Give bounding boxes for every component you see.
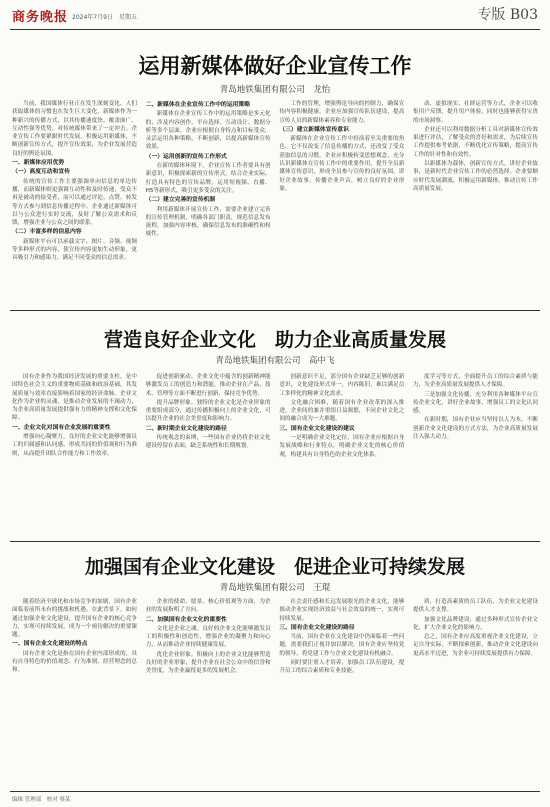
section-heading: 三、国有企业文化建设的路径 xyxy=(279,624,355,631)
text-column xyxy=(279,373,404,538)
section-heading: （一）高度互动和宣传 xyxy=(12,169,70,176)
issue-date: 2024年7月9日 星期五 xyxy=(72,14,137,21)
text-column xyxy=(413,373,538,538)
text-column xyxy=(146,598,271,788)
paragraph: 三是加强文化传播，充分利用各种媒体平台宣传企业文化，讲好企业故事，增强员工的文化认同感。 xyxy=(412,391,538,415)
text-column xyxy=(413,598,538,788)
paragraph: 企业还可以利用数据分析工具对新媒体宣传效果进行评估，了解受众的喜好和需求，为后续宣传工作提供参考依据，不断优化宣传策略，提高宣传工作的针对性和有效性。 xyxy=(412,126,538,158)
paragraph: 质，打造高素质的员工队伍，为企业文化建设提供人才支撑。 xyxy=(412,599,538,614)
paragraph: 社会责任感和长远发展眼光的企业文化，能够推动企业实现经济效益与社会效益的统一，实现可持续发展。 xyxy=(279,599,405,622)
footer-divider xyxy=(10,791,540,792)
paragraph: 在新时期，国有企业应当坚持以人为本，不断创新企业文化建设的方式方法，为企业高质量发展注入强大动力。 xyxy=(412,417,538,441)
section-heading: （三）建立新媒体宣传意识 xyxy=(279,126,349,133)
paragraph: 文化是企业之魂。良好的企业文化能够激发员工的积极性和创造性，增强企业的凝聚力和向心力，从而推动企业持续健康发展。 xyxy=(145,625,271,649)
column-tag: 专版 B03 xyxy=(477,7,538,23)
paragraph: 优化企业形象。积极向上的企业文化能够塑造良好的企业形象，提升企业在社会公众中的信誉和美誉度，为企业赢得更多的发展机会。 xyxy=(145,651,271,675)
article-3-title: 加强国有企业文化建设 促进企业可持续发展 xyxy=(84,556,465,578)
paragraph: 工作的管理，增强舆论导向的控制力，确保宣传内容积极健康。企业应加强宣传队伍建设，提高宣传人员的新媒体素养和专业能力。 xyxy=(279,101,405,124)
paragraph: 国有企业文化是指在国有企业内部形成的，具有自身特色的价值观念、行为准则、经营理念的总和。 xyxy=(12,650,137,674)
text-column xyxy=(12,598,137,788)
paragraph: 总之，国有企业应高度重视企业文化建设，立足自身实际，不断探索创新，推动企业文化建设向更高水平迈进，为企业可持续发展提供有力保障。 xyxy=(412,634,538,657)
paragraph: 传统观念的束缚，一些国有企业仍将企业文化建设停留在表面，缺乏系统性和长期规划。 xyxy=(145,435,271,450)
paragraph: 增强向心凝聚力。良好的企业文化能够增强员工的归属感和认同感，形成共同的价值观和行为准则，从而提升团队合作能力和工作效率。 xyxy=(12,434,137,457)
text-column xyxy=(413,100,538,303)
paragraph: 新媒体平台可以承载文字、图片、音频、视频等多种形式的内容，使宣传内容更加生动形象，更具吸引力和感染力，满足不同受众的信息需求。 xyxy=(12,238,137,262)
paragraph: 文化融合困难，随着国有企业改革的深入推进，企业间的兼并重组日益频繁，不同企业文化之间的融合成为一大难题。 xyxy=(279,399,405,423)
section-heading: 二、新媒体在企业宣传工作中的运用策略 xyxy=(145,102,251,108)
article-3-byline: 青岛地铁集团有限公司 王琨 xyxy=(219,583,331,593)
text-column xyxy=(12,100,137,303)
paragraph: 国有企业作为我国经济发展的重要支柱，是中国特色社会主义的重要物质基础和政治基础，其发展质量与效率直接影响着国家的经济命脉。企业文化作为企业的灵魂，是推动企业发展的不竭动力，为企业高质量发展提供强有力的精神支撑和文化保障。 xyxy=(12,374,137,422)
article-2-title: 营造良好企业文化 助力企业高质量发展 xyxy=(103,329,446,351)
paragraph: 利用新媒体开展宣传工作，需要企业建立完善的宣传管理机制，明确各部门职责，规范信息发布流程，加强内容审核，确保信息发布的准确性和权威性。 xyxy=(145,206,271,238)
section-heading: （一）运用创新的宣传工作形式 xyxy=(145,153,227,160)
header-divider xyxy=(10,29,540,30)
paragraph: 一是明确企业文化定位，国有企业应根据自身发展战略和行业特点，明确企业文化的核心价值观，构建具有自身特色的企业文化体系。 xyxy=(279,435,405,458)
article-2-byline: 青岛地铁集团有限公司 高中飞 xyxy=(215,356,335,366)
page-header xyxy=(0,0,550,30)
paragraph: 创新意识不足，部分国有企业缺乏足够的创新意识，文化建设形式单一，内容陈旧，难以满足员工多样化的精神文化需求。 xyxy=(279,374,405,397)
text-column xyxy=(146,100,271,303)
section-heading: （二）丰富多样的信息内容 xyxy=(12,229,82,236)
section-heading: 一、国有企业文化建设的特点 xyxy=(12,641,88,648)
paragraph: 加强文化品牌建设，通过多种形式宣传企业文化，扩大企业文化的影响力。 xyxy=(412,616,538,631)
paragraph: 当前，我国媒体行业正在发生深刻变化，人们获取媒体的习惯也在发生巨大变化，新媒体作为一种新兴的传播方式，以其传播速度快、覆盖面广、互动性强等优势，对传统媒体带来了一定冲击。企业宣传工作要紧跟时代发展，积极运用新媒体，不断创新宣传方式，提升宣传效果，为企业发展营造良好的舆论氛围。 xyxy=(12,101,137,157)
section-heading: 三、国有企业文化建设的建议 xyxy=(279,425,355,432)
paragraph: 促进创新驱动。企业文化中蕴含的创新精神能够激发员工的创造力和潜能，推动企业在产品、技术、管理等方面不断进行创新，保持竞争优势。 xyxy=(145,374,271,397)
text-column xyxy=(146,373,271,538)
paragraph: 提升品牌形象。独特的企业文化是企业形象的重要组成部分，通过传播积极向上的企业文化，可以提升企业的社会美誉度和影响力。 xyxy=(145,399,271,423)
article-1-body xyxy=(12,100,538,303)
section-heading: 一、企业文化对国有企业发展的重要性 xyxy=(12,424,111,431)
article-1-title: 运用新媒体做好企业宣传工作 xyxy=(138,53,412,78)
section-divider xyxy=(10,310,540,311)
paragraph: 动、虚拟现实、社群运营等方式，企业可以收集用户反馈，提升用户体验，同时也能够获得宝贵的市场洞察。 xyxy=(412,101,538,124)
page-footer: 编辑 管理部 校对 蔡某 xyxy=(12,797,71,803)
text-column xyxy=(279,598,404,788)
paragraph: 以新媒体为载体，创新宣传方式，讲好企业故事，是新时代企业宣传工作的必然选择。企业要顺应时代发展潮流，积极运用新媒体，推动宣传工作高质量发展。 xyxy=(412,161,538,192)
section-heading: 二、新时期企业文化建设的路径 xyxy=(145,425,227,432)
section-heading: 一、新媒体应用优势 xyxy=(12,160,65,167)
paragraph: 传统的宣传工作主要强调单向信息的单边传播，而新媒体则更强调互动性和及时传递，受众不再是被动的接受者，而可以通过评论、点赞、转发等方式参与到信息传播过程中。企业通过新媒体可以与公众进行实时交流，及时了解公众需求和反馈，增强企业与公众之间的联系。 xyxy=(12,178,137,227)
paragraph: 同时要注重人才培养，加强员工队伍建设，提升员工的综合素质和专业技能。 xyxy=(279,660,405,675)
paragraph: 当前，国有企业在文化建设中仍面临着一些问题，需要我们正视并加以解决。国有企业应坚持党的领导，将党建工作与企业文化建设有机融合。 xyxy=(279,634,405,657)
section-divider xyxy=(10,541,540,542)
section-heading: （二）建立完善的宣传机制 xyxy=(145,197,216,204)
paragraph: 随着经济全球化和市场竞争的加剧，国有企业面临着前所未有的挑战和机遇。在此背景下，如何通过加强企业文化建设，提升国有企业的核心竞争力，实现可持续发展，成为一个亟待解决的重要课题。 xyxy=(12,599,137,639)
newspaper-logo: 商务晚报 xyxy=(12,10,69,25)
text-column xyxy=(279,100,404,303)
article-2-body xyxy=(12,373,538,538)
paragraph: 在新的媒体环境下，企业宣传工作者要具有创新意识，积极探索新的宣传形式，结合企业实际，打造具有特色的宣传品牌，运用短视频、直播、H5等新形式，吸引更多受众的关注。 xyxy=(145,163,271,194)
paragraph: 企业的使命、愿景、核心价值观等方面，为企业的发展指明了方向。 xyxy=(145,599,271,614)
paragraph: 度学习等方式，全面提升员工的综合素质与能力，为企业高质量发展提供人才保障。 xyxy=(412,374,538,389)
section-heading: 二、加强国有企业文化的重要性 xyxy=(145,616,227,623)
text-column xyxy=(12,373,137,538)
article-1-byline: 青岛地铁集团有限公司 龙怡 xyxy=(219,85,331,95)
article-3-body xyxy=(12,598,538,788)
paragraph: 新媒体在企业宣传工作中扮演着至关重要的角色，它不仅改变了信息传播的方式，还改变了受众获取信息的习惯。企业应积极转变思想观念，充分认识新媒体在宣传工作中的重要作用，提升全员新媒体宣传意识，形成全员参与宣传的良好氛围，讲好企业故事，传播企业声音，树立良好的企业形象。 xyxy=(279,136,405,192)
paragraph: 新媒体在企业宣传工作中的运用策略是多元化的，涉及内容创作、平台选择、互动设计、数据分析等多个层面。企业应根据自身特点和目标受众，灵活运用各种策略，不断创新，以提高新媒体宣传效果。 xyxy=(145,111,271,151)
